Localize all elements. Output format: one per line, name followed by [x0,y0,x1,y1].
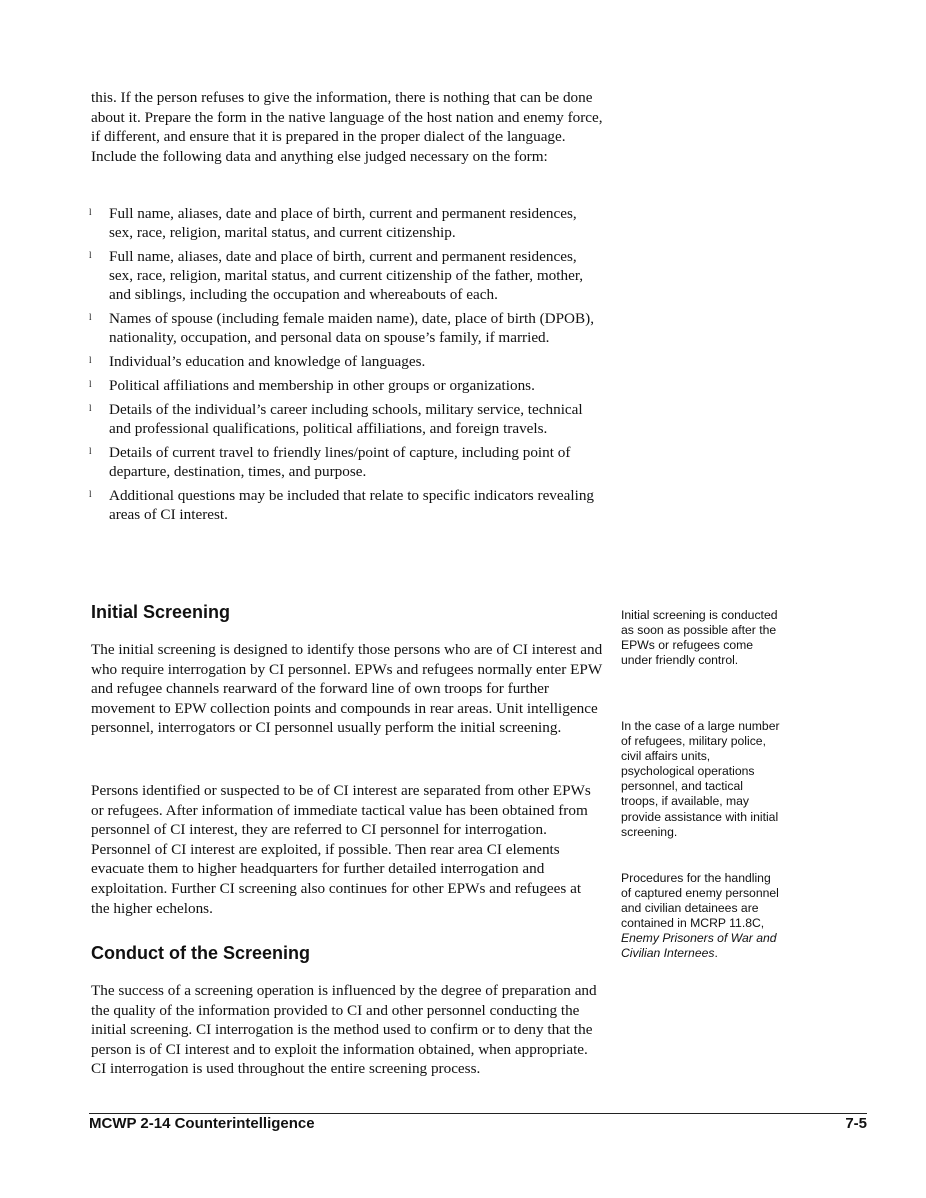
bullet-marker: l [89,207,92,217]
page-number: 7-5 [845,1115,867,1132]
bullet-marker: l [89,249,92,260]
list-item-text: Political affiliations and membership in other groups or organizations. [109,376,535,394]
bullet-marker: l [89,354,92,365]
conduct-paragraph-1: The success of a screening operation is influenced by the degree of preparation and the quality of the information provided to CI and other personnel conducting the initial screening. CI interrogation is the method used to confirm or to deny that the person is of CI interest and to exploit the information obtained, when appropriate. CI interrogation is used throughout the entire screening process. [91,982,597,1078]
list-item [91,487,603,525]
list-item [91,444,603,482]
list-item-text: Full name, aliases, date and place of birth, current and permanent residences, sex, race, religion, marital status, and current citizenship. [109,205,577,241]
bullet-marker: l [89,378,92,389]
initial-screening-paragraph-2: Persons identified or suspected to be of CI interest are separated from other EPWs or refugees. After information of immediate tactical value has been obtained from personnel of CI interest, they are referred to CI personnel for interrogation. Personnel of CI interest are exploited, if possible. Then rear area CI elements evacuate them to higher headquarters for further detailed interrogation and exploitation. Further CI screening also continues for other EPWs and refugees at the higher echelons. [91,782,591,917]
bullet-list [91,205,603,530]
sidebar-note-initial-screening: Initial screening is conducted as soon as possible after the EPWs or refugees come under friendly control. [621,608,778,668]
section-heading-initial-screening: Initial Screening [91,602,231,622]
list-item-text: Full name, aliases, date and place of birth, current and permanent residences, sex, race, religion, marital status, and current citizenship of the father, mother, and siblings, including the occupation and whereabouts of each. [109,247,584,303]
list-item-text: Details of the individual’s career including schools, military service, technical and professional qualifications, political affiliations, and foreign travels. [109,401,583,437]
bullet-marker: l [89,446,92,457]
footer-publication: MCWP 2-14 Counterintelligence [89,1115,315,1132]
footer-rule [89,1113,867,1114]
sidebar-note-procedures [621,871,781,962]
list-item [91,353,603,372]
intro-paragraph: this. If the person refuses to give the information, there is nothing that can be done about it. Prepare the form in the native language of the host nation and enemy force, if different, and ensure that it is prepared in the proper dialect of the language. Include the following data and anything else judged necessary on the form: [91,89,603,165]
bullet-marker: l [89,403,92,414]
list-item [91,310,603,348]
list-item [91,248,603,304]
list-item [91,401,603,439]
sidebar-note-procedures-end: . [714,946,718,961]
list-item-text: Names of spouse (including female maiden name), date, place of birth (DPOB), nationality, occupation, and personal data on spouse’s family, if married. [109,309,595,346]
list-item-text: Individual’s education and knowledge of languages. [109,352,426,370]
publication-title: Enemy Prisoners of War and Civilian Internees [621,931,777,961]
list-item [91,205,603,243]
list-item-text: Details of current travel to friendly lines/point of capture, including point of departure, destination, times, and purpose. [109,444,571,480]
section-heading-conduct-of-screening: Conduct of the Screening [91,943,311,963]
list-item-text: Additional questions may be included that relate to specific indicators revealing areas of CI interest. [109,487,595,523]
list-item [91,377,603,396]
sidebar-note-procedures-text: Procedures for the handling of captured enemy personnel and civilian detainees are contained in MCRP 11.8C, [621,871,779,931]
sidebar-note-large-refugees: In the case of a large number of refugees, military police, civil affairs units, psychological operations personnel, and tactical troops, if available, may provide assistance with initial screening. [621,719,780,839]
bullet-marker: l [89,489,92,500]
initial-screening-paragraph-1: The initial screening is designed to identify those persons who are of CI interest and who require interrogation by CI personnel. EPWs and refugees normally enter EPW and refugee channels rearward of the forward line of own troops for further movement to EPW collection points and compounds in rear areas. Unit intelligence personnel, interrogators or CI personnel usually perform the initial screening. [91,641,603,737]
bullet-marker: l [89,311,92,322]
